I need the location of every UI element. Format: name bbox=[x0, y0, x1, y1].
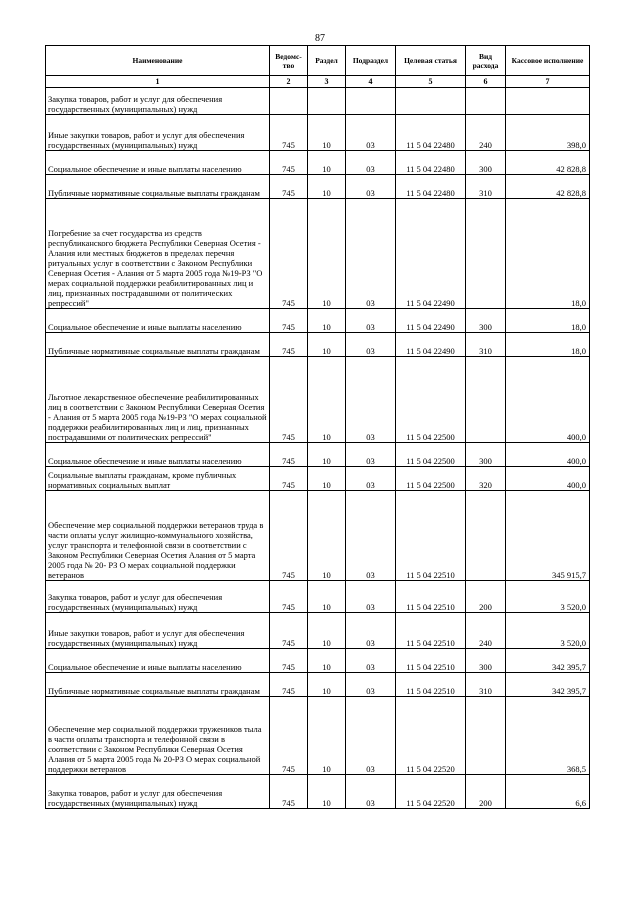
row-kind: 300 bbox=[466, 309, 506, 333]
row-name: Обеспечение мер социальной поддержки ветеранов труда в части оплаты услуг жилищно-коммунального хозяйства, услуг транспорта и телефонной связи в соответствии с Законом Республики Северная Осетия Алания от 5 марта 2005 года № 20- РЗ О мерах социальной поддержки ветеранов bbox=[46, 491, 270, 581]
row-dept: 745 bbox=[270, 491, 308, 581]
row-dept bbox=[270, 88, 308, 115]
table-row bbox=[46, 467, 590, 491]
row-subsection: 03 bbox=[346, 649, 396, 673]
table-row bbox=[46, 697, 590, 775]
table-row bbox=[46, 491, 590, 581]
row-article: 11 5 04 22480 bbox=[396, 175, 466, 199]
row-article: 11 5 04 22510 bbox=[396, 673, 466, 697]
table-row bbox=[46, 649, 590, 673]
row-name: Социальное обеспечение и иные выплаты населению bbox=[46, 151, 270, 175]
row-name: Льготное лекарственное обеспечение реабилитированных лиц в соответствии с Законом Республики Северная Осетия - Алания от 5 марта 2005 года №19-РЗ "О мерах социальной поддержки реабилитированных лиц и лиц, признанных пострадавшими от политических репрессий" bbox=[46, 357, 270, 443]
table-row bbox=[46, 775, 590, 809]
row-dept: 745 bbox=[270, 199, 308, 309]
row-name: Социальное обеспечение и иные выплаты населению bbox=[46, 443, 270, 467]
row-subsection: 03 bbox=[346, 613, 396, 649]
row-amount bbox=[506, 88, 590, 115]
table-row bbox=[46, 175, 590, 199]
row-section: 10 bbox=[308, 467, 346, 491]
table-row bbox=[46, 613, 590, 649]
row-article: 11 5 04 22490 bbox=[396, 199, 466, 309]
row-name: Обеспечение мер социальной поддержки тружеников тыла в части оплаты транспорта и телефонной связи в соответствии с Законом Республики Северная Осетия Алания от 5 марта 2005 года № 20-РЗ О мерах социальной поддержки ветеранов bbox=[46, 697, 270, 775]
row-section: 10 bbox=[308, 151, 346, 175]
row-subsection: 03 bbox=[346, 581, 396, 613]
row-article: 11 5 04 22500 bbox=[396, 357, 466, 443]
row-kind: 200 bbox=[466, 581, 506, 613]
row-kind bbox=[466, 88, 506, 115]
row-amount: 368,5 bbox=[506, 697, 590, 775]
header-row bbox=[46, 46, 590, 76]
header-section: Раздел bbox=[308, 46, 346, 76]
row-section: 10 bbox=[308, 199, 346, 309]
row-dept: 745 bbox=[270, 581, 308, 613]
row-dept: 745 bbox=[270, 115, 308, 151]
row-kind: 310 bbox=[466, 673, 506, 697]
row-kind bbox=[466, 491, 506, 581]
row-section: 10 bbox=[308, 357, 346, 443]
row-section: 10 bbox=[308, 333, 346, 357]
table-row bbox=[46, 199, 590, 309]
row-amount: 42 828,8 bbox=[506, 151, 590, 175]
row-subsection: 03 bbox=[346, 199, 396, 309]
row-article: 11 5 04 22520 bbox=[396, 775, 466, 809]
row-amount: 400,0 bbox=[506, 443, 590, 467]
row-article: 11 5 04 22520 bbox=[396, 697, 466, 775]
table-row bbox=[46, 357, 590, 443]
row-amount: 342 395,7 bbox=[506, 673, 590, 697]
header-name: Наименование bbox=[46, 46, 270, 76]
row-subsection: 03 bbox=[346, 115, 396, 151]
col-number: 3 bbox=[308, 76, 346, 88]
header-dept: Ведомс-тво bbox=[270, 46, 308, 76]
row-subsection: 03 bbox=[346, 697, 396, 775]
row-dept: 745 bbox=[270, 333, 308, 357]
row-section: 10 bbox=[308, 115, 346, 151]
row-article: 11 5 04 22510 bbox=[396, 649, 466, 673]
header-article: Целевая статья bbox=[396, 46, 466, 76]
row-subsection: 03 bbox=[346, 673, 396, 697]
row-subsection: 03 bbox=[346, 491, 396, 581]
table-row bbox=[46, 333, 590, 357]
table-row bbox=[46, 151, 590, 175]
header-kind: Вид расхода bbox=[466, 46, 506, 76]
row-kind: 320 bbox=[466, 467, 506, 491]
col-number: 2 bbox=[270, 76, 308, 88]
row-subsection: 03 bbox=[346, 775, 396, 809]
row-article bbox=[396, 88, 466, 115]
row-name: Погребение за счет государства из средств республиканского бюджета Республики Северная Осетия - Алания или местных бюджетов в пределах перечня ритуальных услуг в соответствии с Законом Республики Северная Осетия - Алания от 5 марта 2005 года №19-РЗ "О мерах социальной поддержки реабилитированных лиц и лиц, признанных пострадавшими от политических репрессий" bbox=[46, 199, 270, 309]
row-article: 11 5 04 22480 bbox=[396, 151, 466, 175]
row-section: 10 bbox=[308, 775, 346, 809]
row-dept: 745 bbox=[270, 613, 308, 649]
row-section bbox=[308, 88, 346, 115]
col-number: 7 bbox=[506, 76, 590, 88]
row-article: 11 5 04 22500 bbox=[396, 467, 466, 491]
col-number: 6 bbox=[466, 76, 506, 88]
row-section: 10 bbox=[308, 443, 346, 467]
row-kind: 240 bbox=[466, 613, 506, 649]
row-section: 10 bbox=[308, 613, 346, 649]
row-amount: 18,0 bbox=[506, 309, 590, 333]
row-dept: 745 bbox=[270, 151, 308, 175]
row-name: Закупка товаров, работ и услуг для обеспечения государственных (муниципальных) нужд bbox=[46, 88, 270, 115]
row-kind: 240 bbox=[466, 115, 506, 151]
row-dept: 745 bbox=[270, 649, 308, 673]
row-subsection: 03 bbox=[346, 151, 396, 175]
row-article: 11 5 04 22510 bbox=[396, 613, 466, 649]
row-article: 11 5 04 22500 bbox=[396, 443, 466, 467]
row-amount: 3 520,0 bbox=[506, 613, 590, 649]
row-name: Социальные выплаты гражданам, кроме публичных нормативных социальных выплат bbox=[46, 467, 270, 491]
row-amount: 42 828,8 bbox=[506, 175, 590, 199]
row-subsection: 03 bbox=[346, 309, 396, 333]
table-row bbox=[46, 115, 590, 151]
row-kind: 300 bbox=[466, 443, 506, 467]
row-kind bbox=[466, 199, 506, 309]
row-amount: 400,0 bbox=[506, 467, 590, 491]
row-amount: 400,0 bbox=[506, 357, 590, 443]
row-name: Публичные нормативные социальные выплаты гражданам bbox=[46, 333, 270, 357]
row-name: Публичные нормативные социальные выплаты гражданам bbox=[46, 673, 270, 697]
table-row bbox=[46, 673, 590, 697]
row-article: 11 5 04 22490 bbox=[396, 309, 466, 333]
table-row bbox=[46, 581, 590, 613]
row-subsection: 03 bbox=[346, 443, 396, 467]
col-number: 5 bbox=[396, 76, 466, 88]
row-name: Иные закупки товаров, работ и услуг для обеспечения государственных (муниципальных) нужд bbox=[46, 115, 270, 151]
row-section: 10 bbox=[308, 673, 346, 697]
row-subsection bbox=[346, 88, 396, 115]
row-subsection: 03 bbox=[346, 357, 396, 443]
row-article: 11 5 04 22510 bbox=[396, 491, 466, 581]
page-number: 87 bbox=[315, 33, 325, 44]
row-dept: 745 bbox=[270, 443, 308, 467]
column-number-row bbox=[46, 76, 590, 88]
row-section: 10 bbox=[308, 581, 346, 613]
row-kind: 300 bbox=[466, 151, 506, 175]
row-dept: 745 bbox=[270, 357, 308, 443]
row-amount: 398,0 bbox=[506, 115, 590, 151]
row-kind bbox=[466, 357, 506, 443]
row-name: Закупка товаров, работ и услуг для обеспечения государственных (муниципальных) нужд bbox=[46, 581, 270, 613]
col-number: 4 bbox=[346, 76, 396, 88]
row-section: 10 bbox=[308, 649, 346, 673]
row-section: 10 bbox=[308, 175, 346, 199]
row-section: 10 bbox=[308, 491, 346, 581]
row-name: Социальное обеспечение и иные выплаты населению bbox=[46, 649, 270, 673]
row-amount: 3 520,0 bbox=[506, 581, 590, 613]
row-kind: 300 bbox=[466, 649, 506, 673]
row-article: 11 5 04 22510 bbox=[396, 581, 466, 613]
row-name: Социальное обеспечение и иные выплаты населению bbox=[46, 309, 270, 333]
row-amount: 345 915,7 bbox=[506, 491, 590, 581]
row-article: 11 5 04 22480 bbox=[396, 115, 466, 151]
row-name: Закупка товаров, работ и услуг для обеспечения государственных (муниципальных) нужд bbox=[46, 775, 270, 809]
row-dept: 745 bbox=[270, 309, 308, 333]
row-kind: 310 bbox=[466, 175, 506, 199]
row-subsection: 03 bbox=[346, 333, 396, 357]
table-row bbox=[46, 88, 590, 115]
row-amount: 18,0 bbox=[506, 333, 590, 357]
row-article: 11 5 04 22490 bbox=[396, 333, 466, 357]
row-dept: 745 bbox=[270, 775, 308, 809]
row-name: Иные закупки товаров, работ и услуг для обеспечения государственных (муниципальных) нужд bbox=[46, 613, 270, 649]
header-subsection: Подраздел bbox=[346, 46, 396, 76]
row-section: 10 bbox=[308, 697, 346, 775]
row-kind: 200 bbox=[466, 775, 506, 809]
row-dept: 745 bbox=[270, 697, 308, 775]
row-name: Публичные нормативные социальные выплаты гражданам bbox=[46, 175, 270, 199]
row-amount: 18,0 bbox=[506, 199, 590, 309]
row-subsection: 03 bbox=[346, 175, 396, 199]
row-kind bbox=[466, 697, 506, 775]
row-amount: 342 395,7 bbox=[506, 649, 590, 673]
row-dept: 745 bbox=[270, 175, 308, 199]
budget-table bbox=[45, 45, 590, 809]
row-subsection: 03 bbox=[346, 467, 396, 491]
col-number: 1 bbox=[46, 76, 270, 88]
table-row bbox=[46, 309, 590, 333]
row-dept: 745 bbox=[270, 673, 308, 697]
row-dept: 745 bbox=[270, 467, 308, 491]
header-amount: Кассовое исполнение bbox=[506, 46, 590, 76]
table-row bbox=[46, 443, 590, 467]
row-amount: 6,6 bbox=[506, 775, 590, 809]
row-section: 10 bbox=[308, 309, 346, 333]
row-kind: 310 bbox=[466, 333, 506, 357]
